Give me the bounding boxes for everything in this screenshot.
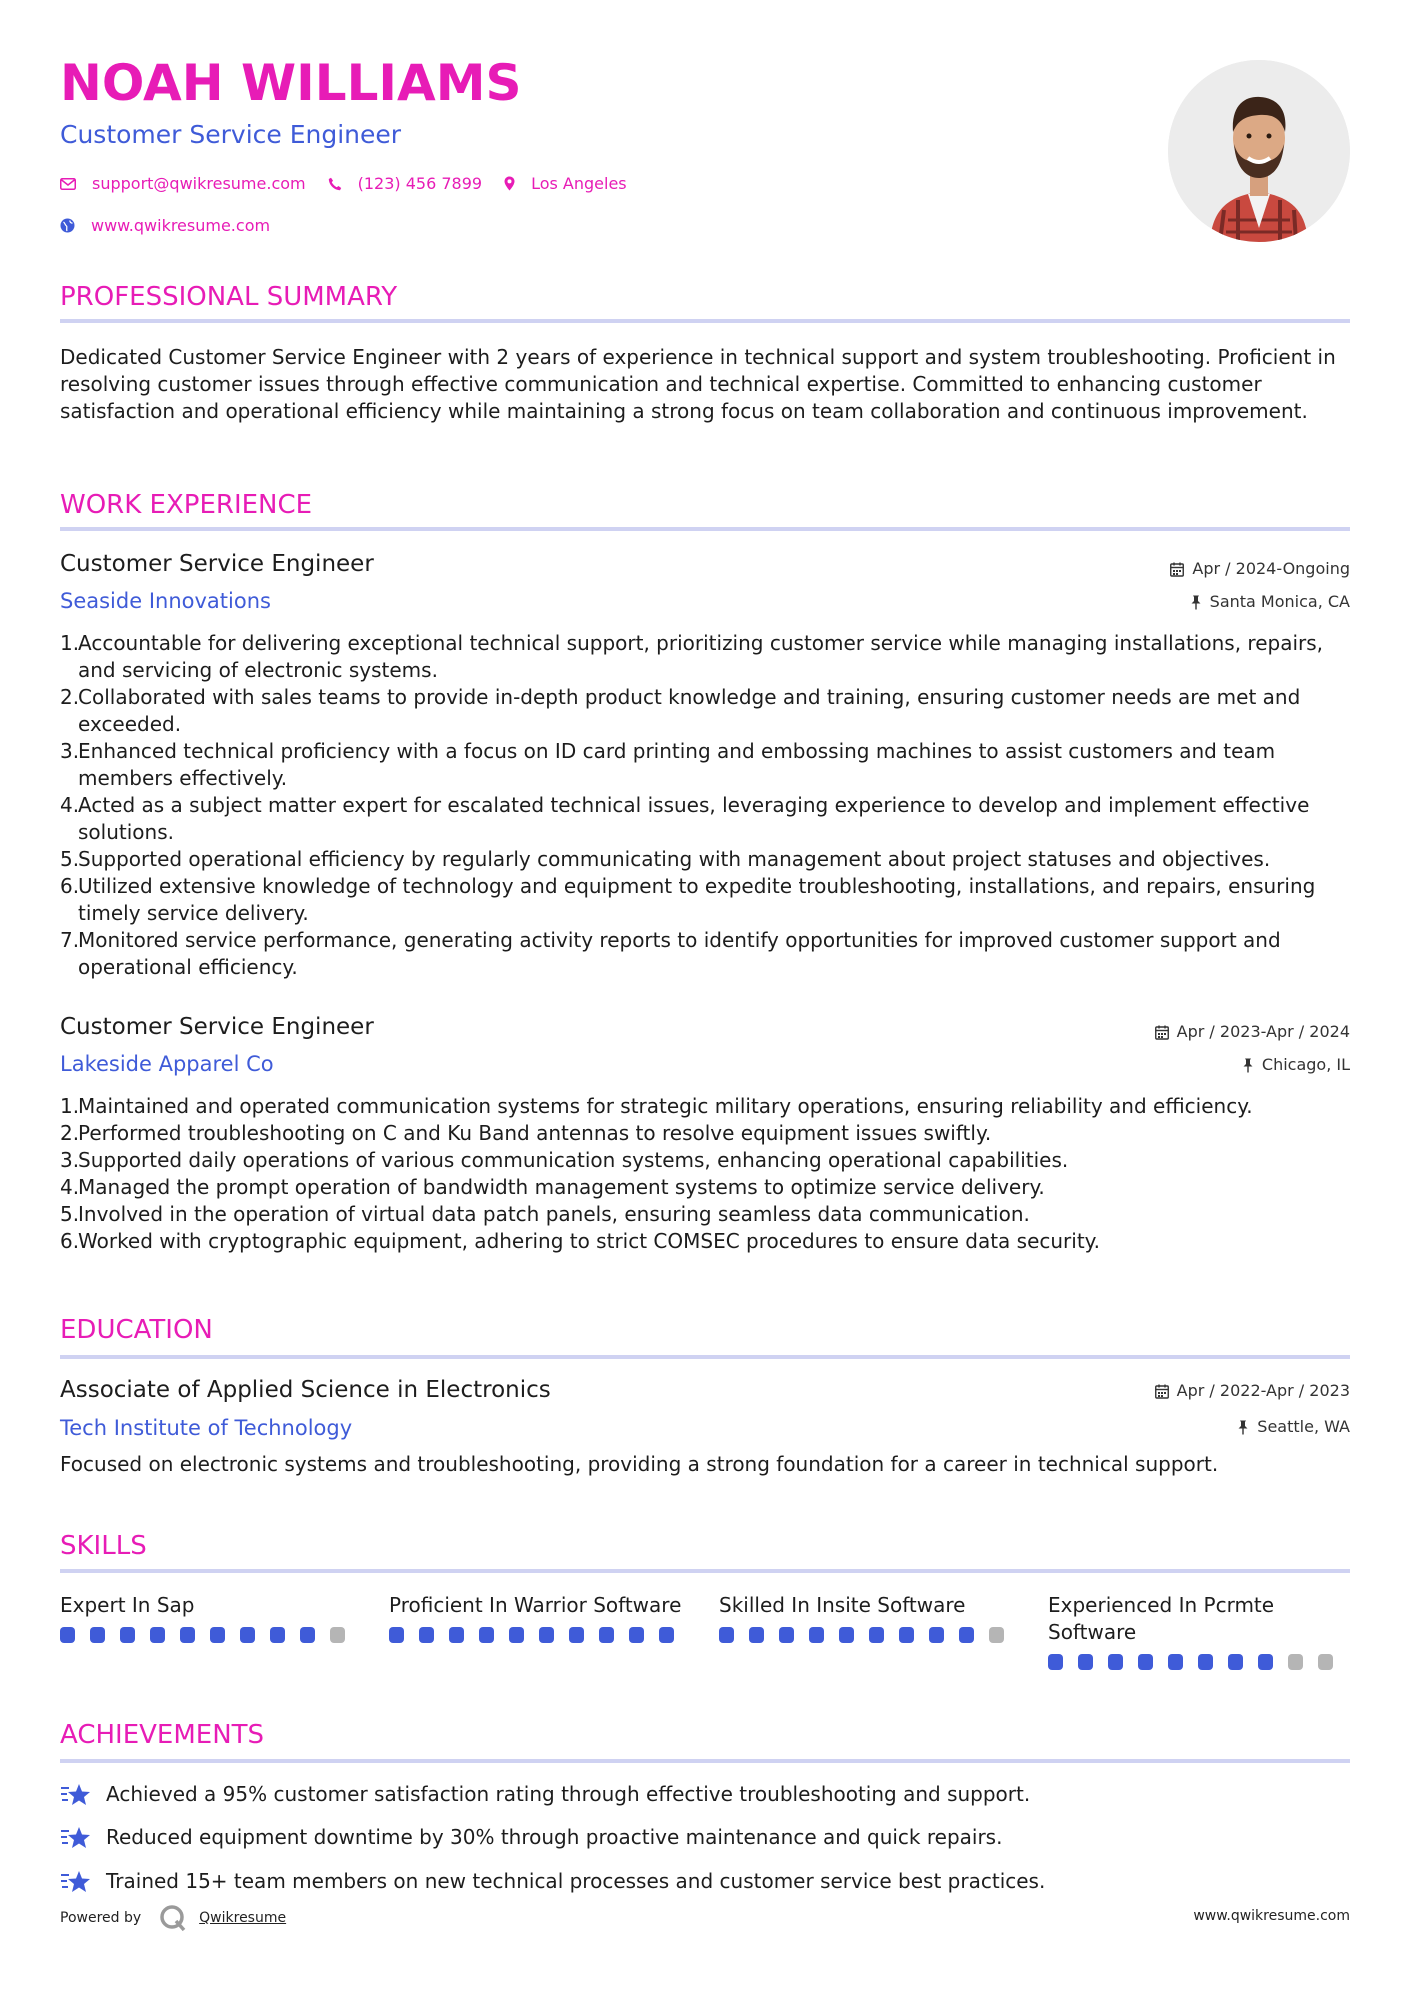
skill-dot-filled (869, 1627, 884, 1643)
section-title-education: EDUCATION (60, 1315, 213, 1345)
section-divider (60, 1355, 1350, 1359)
skill-dot-filled (959, 1627, 974, 1643)
map-pin-icon (504, 176, 515, 191)
skill-dot-filled (1168, 1654, 1183, 1670)
qwikresume-logo-icon (159, 1904, 187, 1932)
skill-dot-filled (629, 1627, 644, 1643)
skill-label: Skilled In Insite Software (719, 1593, 966, 1617)
contact-row-website (60, 216, 292, 235)
job-dates (1170, 561, 1350, 577)
calendar-icon (1155, 1025, 1169, 1040)
section-divider (60, 1569, 1350, 1573)
skill-rating (60, 1627, 360, 1643)
skill-dot-empty (1318, 1654, 1333, 1670)
achievement-item (60, 1781, 1030, 1808)
skill-dot-filled (899, 1627, 914, 1643)
skill-dot-empty (989, 1627, 1004, 1643)
skill-dot-filled (929, 1627, 944, 1643)
star-badge-icon (60, 1782, 92, 1808)
list-item: 2. Performed troubleshooting on C and Ku Band antennas to resolve equipment issues swiftly. (60, 1121, 992, 1145)
skill-label: Experienced In Pcrmte Software (1048, 1593, 1275, 1644)
education-location-text: Seattle, WA (1257, 1417, 1350, 1436)
job-dates-text: Apr / 2024-Ongoing (1192, 559, 1350, 578)
job-location-text: Santa Monica, CA (1209, 592, 1350, 611)
skill-dot-filled (419, 1627, 434, 1643)
section-divider (60, 527, 1350, 531)
list-item: 2. Collaborated with sales teams to provide in-depth product knowledge and training, ensuring customer needs are met and exceeded. (60, 685, 1301, 736)
contact-row (60, 174, 649, 193)
list-item: 4. Acted as a subject matter expert for escalated technical issues, leveraging experience to develop and implement effective solutions. (60, 793, 1310, 844)
skill-dot-filled (1198, 1654, 1213, 1670)
list-item: 1. Maintained and operated communication systems for strategic military operations, ensuring reliability and efficiency. (60, 1094, 1253, 1118)
skill-dot-filled (599, 1627, 614, 1643)
calendar-icon (1170, 562, 1184, 577)
skill-dot-filled (779, 1627, 794, 1643)
skill-dot-filled (659, 1627, 674, 1643)
contact-phone[interactable] (328, 174, 482, 193)
list-item: 1. Accountable for delivering exceptional technical support, prioritizing customer service while managing installations, repairs, and servicing of electronic systems. (60, 631, 1323, 682)
skill-dot-filled (240, 1627, 255, 1643)
company-name: Lakeside Apparel Co (60, 1052, 274, 1076)
skill-dot-empty (330, 1627, 345, 1643)
skill-dot-filled (479, 1627, 494, 1643)
school-name: Tech Institute of Technology (60, 1416, 353, 1440)
envelope-icon (60, 178, 76, 190)
globe-icon (60, 218, 75, 233)
summary-text: Dedicated Customer Service Engineer with 2 years of experience in technical support and system troubleshooting. Proficient in resolving customer issues through effective communication and technical expertise. Committed to enhancing customer satisfaction and operational efficiency while maintaining a strong focus on team collaboration and continuous improvement. (60, 345, 1336, 423)
section-title-skills: SKILLS (60, 1531, 147, 1561)
skill-item (1048, 1592, 1348, 1670)
section-title-summary: PROFESSIONAL SUMMARY (60, 282, 398, 312)
skill-dot-filled (270, 1627, 285, 1643)
list-item: 6. Worked with cryptographic equipment, adhering to strict COMSEC procedures to ensure data security. (60, 1229, 1101, 1253)
skill-dot-filled (300, 1627, 315, 1643)
list-item: 4. Managed the prompt operation of bandwidth management systems to optimize service delivery. (60, 1175, 1045, 1199)
pushpin-icon (1237, 1420, 1249, 1435)
list-item: 7. Monitored service performance, generating activity reports to identify opportunities for improved customer support and operational efficiency. (60, 928, 1281, 979)
footer-powered-by (60, 1904, 286, 1932)
skill-dot-filled (120, 1627, 135, 1643)
education-location (1237, 1419, 1350, 1435)
job-title: Customer Service Engineer (60, 551, 374, 577)
powered-by-text: Powered by (60, 1910, 142, 1926)
skill-dot-filled (1078, 1654, 1093, 1670)
skill-dot-empty (1288, 1654, 1303, 1670)
list-item: 3. Supported daily operations of various communication systems, enhancing operational capabilities. (60, 1148, 1069, 1172)
education-dates-text: Apr / 2022-Apr / 2023 (1176, 1381, 1350, 1400)
job-location (1190, 594, 1350, 610)
contact-website[interactable] (60, 216, 270, 235)
skill-dot-filled (719, 1627, 734, 1643)
phone-icon (328, 177, 342, 191)
skill-dot-filled (1138, 1654, 1153, 1670)
skill-dot-filled (509, 1627, 524, 1643)
job-title: Customer Service Engineer (60, 1014, 374, 1040)
job-location (1242, 1057, 1350, 1073)
section-divider (60, 319, 1350, 323)
skill-dot-filled (1228, 1654, 1243, 1670)
achievement-item (60, 1824, 1002, 1851)
achievement-item (60, 1868, 1045, 1895)
section-title-achievements: ACHIEVEMENTS (60, 1720, 265, 1750)
skill-dot-filled (389, 1627, 404, 1643)
pushpin-icon (1190, 595, 1202, 610)
candidate-name: NOAH WILLIAMS (60, 54, 522, 112)
skill-label: Proficient In Warrior Software (389, 1593, 682, 1617)
skill-item (719, 1592, 1019, 1643)
job-bullets (60, 630, 1350, 981)
footer-site-link[interactable]: www.qwikresume.com (1193, 1908, 1350, 1924)
skill-rating (1048, 1654, 1348, 1670)
contact-email[interactable] (60, 174, 306, 193)
job-bullets (60, 1093, 1350, 1255)
skill-dot-filled (569, 1627, 584, 1643)
list-item: 6. Utilized extensive knowledge of technology and equipment to expedite troubleshooting, installations, and repairs, ensuring timely service delivery. (60, 874, 1316, 925)
skill-dot-filled (839, 1627, 854, 1643)
job-location-text: Chicago, IL (1261, 1055, 1350, 1074)
achievement-text: Trained 15+ team members on new technical processes and customer service best practices. (106, 1869, 1046, 1893)
skill-dot-filled (90, 1627, 105, 1643)
skill-dot-filled (749, 1627, 764, 1643)
email-text: support@qwikresume.com (92, 174, 306, 193)
skill-dot-filled (1108, 1654, 1123, 1670)
portrait-image (1168, 60, 1350, 242)
skill-item (389, 1592, 689, 1643)
skill-dot-filled (150, 1627, 165, 1643)
contact-location (504, 174, 627, 193)
skill-dot-filled (60, 1627, 75, 1643)
candidate-title: Customer Service Engineer (60, 120, 402, 149)
section-divider (60, 1759, 1350, 1763)
job-dates-text: Apr / 2023-Apr / 2024 (1176, 1022, 1350, 1041)
phone-text: (123) 456 7899 (357, 174, 483, 193)
skill-label: Expert In Sap (60, 1593, 195, 1617)
degree-title: Associate of Applied Science in Electronics (60, 1377, 551, 1403)
skill-rating (389, 1627, 689, 1643)
skill-dot-filled (1258, 1654, 1273, 1670)
skill-item (60, 1592, 360, 1643)
calendar-icon (1155, 1384, 1169, 1399)
skill-dot-filled (1048, 1654, 1063, 1670)
skill-dot-filled (449, 1627, 464, 1643)
education-dates (1155, 1383, 1350, 1399)
skill-rating (719, 1627, 1019, 1643)
pushpin-icon (1242, 1058, 1254, 1073)
achievement-text: Achieved a 95% customer satisfaction rating through effective troubleshooting and support. (106, 1782, 1031, 1806)
star-badge-icon (60, 1869, 92, 1895)
education-description: Focused on electronic systems and troubleshooting, providing a strong foundation for a career in technical support. (60, 1452, 1219, 1476)
skill-dot-filled (210, 1627, 225, 1643)
qwikresume-link[interactable]: Qwikresume (199, 1910, 287, 1926)
achievement-text: Reduced equipment downtime by 30% through proactive maintenance and quick repairs. (106, 1825, 1003, 1849)
location-text: Los Angeles (531, 174, 627, 193)
profile-photo (1168, 60, 1350, 242)
list-item: 5. Involved in the operation of virtual data patch panels, ensuring seamless data communication. (60, 1202, 1030, 1226)
skill-dot-filled (809, 1627, 824, 1643)
list-item: 3. Enhanced technical proficiency with a focus on ID card printing and embossing machines to assist customers and team members effectively. (60, 739, 1276, 790)
job-dates (1155, 1024, 1350, 1040)
skill-dot-filled (539, 1627, 554, 1643)
skill-dot-filled (180, 1627, 195, 1643)
star-badge-icon (60, 1825, 92, 1851)
section-title-experience: WORK EXPERIENCE (60, 490, 313, 520)
website-text: www.qwikresume.com (91, 216, 271, 235)
list-item: 5. Supported operational efficiency by regularly communicating with management about project statuses and objectives. (60, 847, 1271, 871)
company-name: Seaside Innovations (60, 589, 271, 613)
